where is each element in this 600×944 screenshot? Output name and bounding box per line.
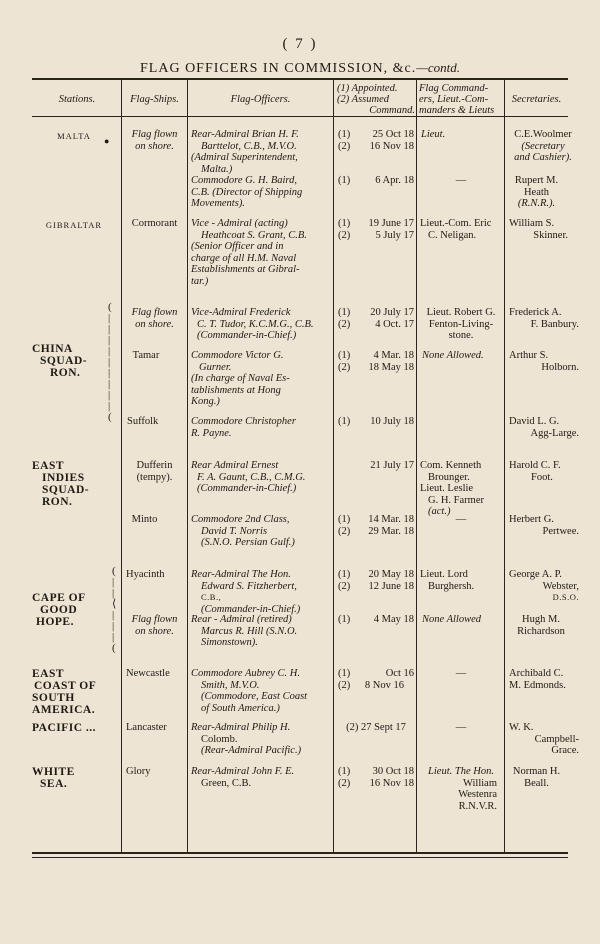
flag-officer-cell [191,175,330,210]
officer-line: F. A. Gaunt, C.B., C.M.G. [197,471,306,483]
officer-line: (Commander-in-Chief.) [201,603,301,615]
flag-officer-cell [191,766,330,789]
commander-line: Lieut. The Hon. [428,766,494,777]
station-line: AMERICA. [32,704,96,716]
date-index: (2) [338,140,351,152]
officer-line: Gurner. [199,361,232,373]
col-divider-3 [333,80,334,852]
officer-line: charge of all H.M. Naval [191,252,297,264]
station-line: SQUAD- [42,484,90,496]
flag-officer-cell [191,460,330,495]
commander-line: Lieut. Leslie [420,483,474,494]
date-index: (1) [338,129,351,140]
date-index: (1) [338,175,351,186]
officer-line: Kong.) [191,396,220,407]
officer-line: Movements). [191,198,245,209]
station-east-coast-south-america [32,668,116,716]
date-value: 16 Nov 18 [369,140,414,152]
station-line: SEA. [40,778,68,790]
commander-line: Burghersh. [428,580,475,592]
officer-line: (Senior Officer and in [191,241,284,252]
date-value: 19 June 17 [368,218,414,229]
date-index: (1) [338,218,351,229]
date-value: 16 Nov 18 [369,777,414,789]
secretary-cell [505,514,579,537]
secretary-line: Frederick A. [509,307,562,318]
header-rule [32,116,568,117]
station-gibraltar: GIBRALTAR [45,220,103,230]
secretary-cell [505,766,568,789]
commander-cell: Lieut. [421,129,446,140]
officer-line: Commodore 2nd Class, [191,514,290,525]
secretary-line: Pertwee. [542,525,579,537]
page-number: ( 7 ) [282,36,318,52]
bottom-rule-1 [32,852,568,854]
secretary-line: Norman H. [512,766,561,777]
date-index: (2) [338,361,351,373]
officer-line: Heathcoat S. Grant, C.B. [201,229,307,241]
flagship-cell [122,460,187,483]
date-index: (1) [338,766,351,777]
officer-line: C.B., [201,592,222,602]
flagship-line: on shore. [135,140,174,152]
commander-cell: — [455,175,467,186]
flag-officer-cell [191,722,330,757]
officer-line: Edward S. Fitzherbert, [201,580,297,592]
date-value: 4 Mar. 18 [373,350,414,361]
commander-cell: — [455,514,467,525]
date-value: 21 July 17 [370,460,414,471]
commander-cell [419,307,503,342]
officer-line: Rear Admiral Ernest [191,460,279,471]
officer-line: Commodore Christopher [191,416,296,427]
secretary-line: Arthur S. [509,350,549,361]
secretary-cell [505,614,577,637]
officer-line: Barttelot, C.B., M.V.O. [201,140,297,152]
top-rule [32,78,568,80]
header-appointed-line: (1) Appointed. [337,83,398,94]
flag-officer-cell [191,614,330,649]
flagship-cell: Glory [126,766,151,777]
commander-line: Brounger. [428,471,470,483]
commander-line: Com. Kenneth [420,460,482,471]
flagship-line: on shore. [135,318,174,330]
header-appointed-line: (2) Assumed [337,94,390,105]
secretary-line: W. K. [509,722,534,733]
secretary-line: Grace. [551,745,579,756]
dates-cell [338,175,414,187]
officer-line: Commodore G. H. Baird, [191,175,297,186]
date-value: 8 Nov 16 [364,679,404,691]
secretary-line: Rupert M. [514,175,559,186]
secretary-line: George A. P. [509,569,562,580]
header-commanders [419,83,505,116]
col-divider-4 [416,80,417,852]
commander-cell: — [455,722,467,733]
dates-cell [338,416,414,428]
dates-cell [338,460,414,472]
flagship-line: (tempy). [136,471,173,483]
dates-cell [338,614,414,626]
officer-line: Smith, M.V.O. [201,679,260,691]
date-index: (1) [338,350,351,361]
officer-line: Vice-Admiral Frederick [191,307,291,318]
officer-line: Rear-Admiral Philip H. [191,722,291,733]
date-value: 10 July 18 [370,416,414,427]
header-flag-ships: Flag-Ships. [130,94,179,105]
officer-line: Vice - Admiral (acting) [191,218,288,229]
date-index: (2) [338,525,351,537]
secretary-line: David L. G. [509,416,560,427]
date-value: 5 July 17 [375,229,414,241]
secretary-cell [505,218,568,241]
officer-line: Malta.) [201,163,233,175]
title-suffix: —contd. [416,60,460,75]
secretary-cell [505,129,581,164]
flagship-cell: Tamar [132,350,160,361]
station-line: EAST [32,460,65,472]
commander-line: Lieut. Robert G. [426,307,496,318]
officer-line: Green, C.B. [201,777,252,789]
commander-line: G. H. Farmer [428,494,484,506]
dates-cell [338,766,414,789]
secretary-line: Holborn. [541,361,579,373]
secretary-line: William S. [509,218,555,229]
officer-line: Rear-Admiral John F. E. [191,766,295,777]
station-white-sea [32,766,116,790]
officer-line: Commodore Aubrey C. H. [191,668,300,679]
officer-line: tar.) [191,275,209,287]
station-line: CHINA [32,343,73,355]
flagship-cell: Suffolk [127,416,159,427]
secretary-line: Heath [523,186,550,198]
flag-officer-cell [191,350,330,408]
date-value: 20 July 17 [370,307,414,318]
header-commanders-line: Flag Command- [419,83,489,94]
col-divider-2 [187,80,188,852]
commander-cell: — [455,668,467,679]
officer-line: (Commodore, East Coast [201,691,308,702]
secretary-line: (R.N.R.). [517,198,556,209]
commander-line: Fenton-Living- [428,318,494,330]
officer-line: C.B. (Director of Shipping [191,186,303,198]
flagship-cell: Newcastle [126,668,170,679]
date-value: 4 May 18 [373,614,414,625]
flagship-line: Dufferin [136,460,173,471]
date-index: (2) [338,777,351,789]
station-line: EAST [32,668,65,680]
officer-line: tablishments at Hong [191,384,281,396]
officer-line: (Commander-in-Chief.) [197,330,297,341]
date-value: 14 Mar. 18 [368,514,414,525]
officer-line: (Commander-in-Chief.) [197,483,297,494]
secretary-cell [505,416,579,439]
officer-line: Marcus R. Hill (S.N.O. [201,625,298,637]
secretary-line: Richardson [517,625,565,637]
commander-line: stone. [448,330,474,341]
secretary-line: M. Edmonds. [509,679,566,691]
date-value: 25 Oct 18 [372,129,414,140]
flagship-line: Flag flown [131,307,178,318]
flag-officer-cell [191,514,330,549]
commander-cell [420,569,503,592]
station-line: RON. [42,496,73,508]
secretary-line: (Secretary [521,140,565,152]
commander-line: R.N.V.R. [458,800,497,812]
date-index: (1) [338,614,351,625]
flagship-line: on shore. [135,625,174,637]
flagship-cell [122,129,187,152]
dates-cell [338,668,414,691]
station-line: HOPE. [36,616,74,628]
title-text: FLAG OFFICERS IN COMMISSION, &c. [140,61,417,76]
station-line: SQUAD- [40,355,88,367]
secretary-line: and Cashier). [514,152,572,163]
secretary-cell [505,175,568,210]
flagship-line: Flag flown [131,129,178,140]
date-value: 20 May 18 [368,569,414,580]
commander-cell [420,218,503,241]
station-line: SOUTH [32,692,75,704]
secretary-line: C.E.Woolmer [514,129,572,140]
secretary-line: Harold C. F. [509,460,561,471]
header-secretaries: Secretaries. [511,94,562,105]
secretary-line: Foot. [531,471,553,483]
header-appointed-line: Command. [369,105,415,116]
secretary-line: Archibald C. [509,668,564,679]
secretary-cell [505,460,579,483]
date-index: (1) [338,514,351,525]
flagship-cell: Minto [131,514,158,525]
station-pacific: PACIFIC ... [32,722,97,734]
station-malta: MALTA [57,131,91,141]
flagship-line: Flag flown [131,614,178,625]
header-appointed [337,83,415,116]
header-commanders-line: manders & Lieuts [419,105,495,116]
secretary-line: Beall. [524,777,549,789]
secretary-line: Campbell- [534,733,579,745]
commander-line: C. Neligan. [428,229,477,241]
header-commanders-line: ers, Lieut.-Com- [419,94,489,105]
date-value: 6 Apr. 18 [375,175,414,186]
bullet-mark: ● [104,136,110,146]
secretary-cell [505,569,579,604]
officer-line: of South America.) [201,702,280,714]
station-line: RON. [50,367,81,379]
officer-line: C. T. Tudor, K.C.M.G., C.B. [197,318,314,330]
brace-china: ( | | | | | | | | | ( [108,301,112,423]
date-value: Oct 16 [385,668,414,679]
flag-officer-cell [191,307,330,342]
station-china [32,343,116,379]
date-index: (2) [338,318,351,330]
officer-line: (S.N.O. Persian Gulf.) [201,537,295,548]
officer-line: Colomb. [201,733,238,745]
station-line: WHITE [32,766,75,778]
secretary-line: Agg-Large. [530,427,579,439]
dates-cell [338,722,414,734]
officer-line: Rear-Admiral Brian H. F. [191,129,299,140]
flag-officer-cell [191,668,330,714]
date-value: 30 Oct 18 [372,766,414,777]
station-line: GOOD [40,604,78,616]
officer-line: Rear-Admiral The Hon. [191,569,291,580]
secretary-line: F. Banbury. [530,318,579,330]
flagship-cell: Cormorant [131,218,178,229]
date-index: (2) [338,229,351,241]
officer-line: (Admiral Superintendent, [191,152,298,163]
dates-cell [338,307,414,330]
dates-cell [338,514,414,537]
secretary-line: Hugh M. [522,614,560,625]
station-line: INDIES [42,472,85,484]
date-value: 12 June 18 [368,580,414,592]
officer-line: R. Payne. [191,427,232,439]
secretary-line: D.S.O. [552,592,579,602]
secretary-line: Herbert G. [509,514,554,525]
header-stations: Stations. [58,94,96,105]
officer-line: (In charge of Naval Es- [191,373,290,384]
date-value: (2) 27 Sept 17 [346,722,406,733]
date-value: 29 Mar. 18 [368,525,414,537]
header-flag-officers: Flag-Officers. [230,94,291,105]
flag-officer-cell [191,129,330,175]
commander-cell [420,460,503,518]
dates-cell [338,350,414,373]
date-index: (2) [338,580,351,592]
commander-cell: None Allowed [422,614,482,625]
date-index: (1) [338,668,351,679]
date-index: (2) [338,679,351,691]
brace-cape: ( | | ⟨ | | | ( [112,565,117,654]
station-cape [32,592,116,628]
dates-cell [338,218,414,241]
flagship-cell: Lancaster [126,722,167,733]
station-east-indies [32,460,116,508]
secretary-cell [505,350,579,373]
flagship-cell: Hyacinth [126,569,165,580]
flagship-cell [122,307,187,330]
officer-line: (Rear-Admiral Pacific.) [201,745,302,756]
page-title [0,60,600,77]
officer-line: Rear - Admiral (retired) [191,614,292,625]
officer-line: Commodore Victor G. [191,350,284,361]
flag-officer-cell [191,218,330,287]
date-value: 18 May 18 [368,361,414,373]
dates-cell [338,569,414,592]
commander-cell [419,766,503,812]
date-index: (1) [338,307,351,318]
date-index: (1) [338,416,351,427]
secretary-line: Webster, [542,580,579,592]
flag-officer-cell [191,416,330,439]
flagship-cell [122,614,187,637]
station-line: COAST OF [34,680,97,692]
commander-line: Westenra [458,789,497,800]
date-index: (1) [338,569,351,580]
secretary-cell [505,307,579,330]
flag-officer-cell [191,569,330,615]
commander-line: William [463,777,497,789]
secretary-line: Skinner. [533,229,568,241]
commander-line: Lieut. Lord [420,569,468,580]
station-line: CAPE OF [32,592,86,604]
officer-line: Establishments at Gibral- [191,264,300,275]
secretary-cell [505,668,579,691]
officer-line: Simonstown). [201,637,258,648]
commander-line: (act.) [428,506,451,517]
officer-line: David T. Norris [201,525,268,537]
commander-line: Lieut.-Com. Eric [420,218,492,229]
dates-cell [338,129,414,152]
secretary-cell [505,722,579,757]
date-value: 4 Oct. 17 [375,318,414,330]
bottom-rule-2 [32,857,568,858]
commander-cell: None Allowed. [422,350,484,361]
